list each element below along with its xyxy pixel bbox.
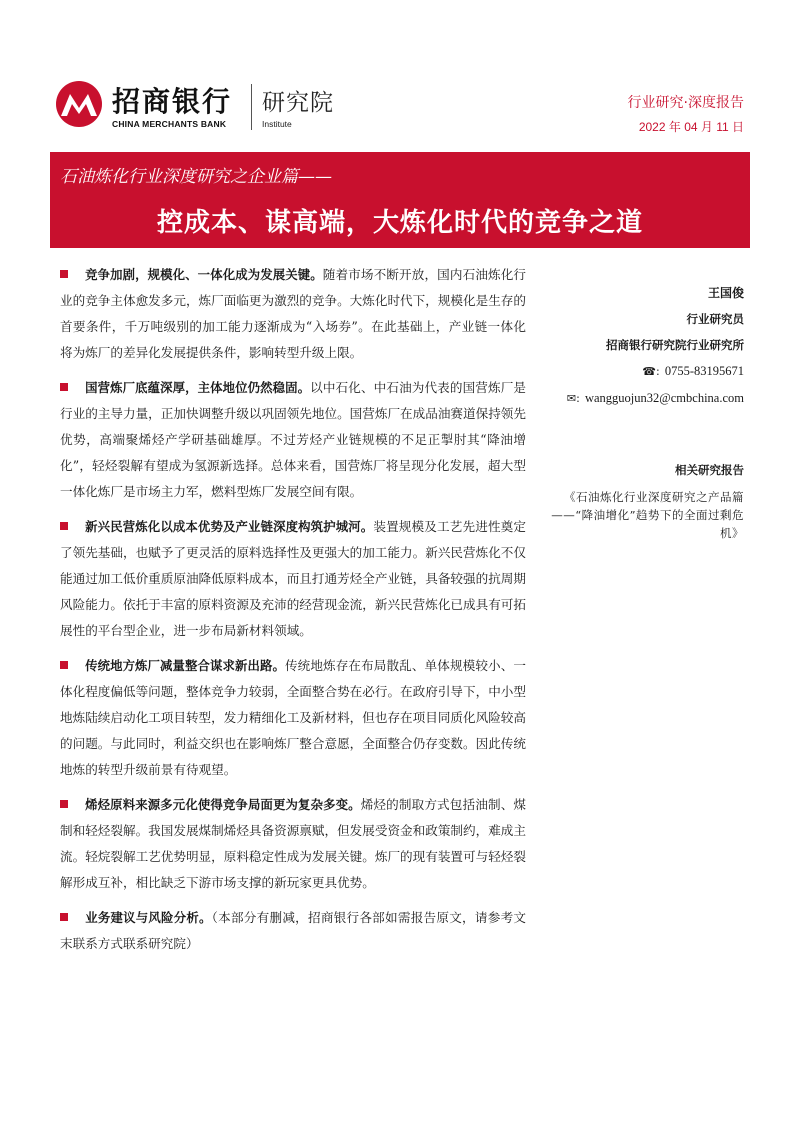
bullet-text: 装置规模及工艺先进性奠定了领先基础，也赋予了更灵活的原料选择性及更强大的加工能力。新兴民营炼化不仅能通过加工低价重质原油降低原料成本，而且打通芳烃全产业链，具备较强的抗周期风险能力。依托于丰富的原料资源及充沛的经营现金流，新兴民营炼化已成具有可拓展性的平台型企业，进一步布局新材料领域。 [60,519,527,638]
summary-bullet [60,514,526,644]
summary-bullet [60,792,526,896]
report-date: 2022 年 04 月 11 日 [638,120,744,134]
brand-divider [251,84,252,130]
related-report-item[interactable]: 《石油炼化行业深度研究之产品篇——“降油增化”趋势下的全面过剩危机》 [551,490,744,540]
analyst-email [534,385,744,412]
summary-bullet [60,905,526,957]
institute-name: 研究院 [262,90,334,116]
bullet-square-icon [60,522,68,530]
bullet-text: （本部分有删减，招商银行各部如需报告原文，请参考文末联系方式联系研究院） [60,910,526,951]
cmb-logo-icon [55,80,103,128]
bullet-lead: 竞争加剧，规模化、一体化成为发展关键。 [85,267,323,282]
report-subtitle: 石油炼化行业深度研究之企业篇—— [60,167,332,187]
email-address[interactable]: wangguojun32@cmbchina.com [584,391,744,405]
brand-name-en: CHINA MERCHANTS BANK [112,119,227,129]
bullet-text: 以中石化、中石油为代表的国营炼厂是行业的主导力量，正加快调整升级以巩固领先地位。国营炼厂在成品油赛道保持领先优势，高端聚烯烃产学研基础雄厚。不过芳烃产业链规模的不足正掣肘其“降油增化”，轻烃裂解有望成为氢源新选择。总体来看，国营炼厂将呈现分化发展，超大型一体化炼厂是市场主力军，燃料型炼厂发展空间有限。 [60,380,527,499]
report-title: 控成本、谋高端，大炼化时代的竞争之道 [156,208,643,238]
phone-number: 0755-83195671 [664,364,744,378]
analyst-role: 行业研究员 [686,312,744,326]
summary-bullet [60,375,526,505]
analyst-org: 招商银行研究院行业研究所 [606,338,744,352]
bullet-lead: 国营炼厂底蕴深厚，主体地位仍然稳固。 [85,380,311,395]
phone-icon: ☎: [642,365,660,378]
bullet-text: 烯烃的制取方式包括油制、煤制和轻烃裂解。我国发展煤制烯烃具备资源禀赋，但发展受资金和政策制约，难成主流。轻烷裂解工艺优势明显，原料稳定性成为发展关键。炼厂的现有装置可与轻烃裂解形成互补，相比缺乏下游市场支撑的新玩家更具优势。 [60,797,527,890]
mail-icon: ✉: [566,392,580,405]
bullet-square-icon [60,661,68,669]
analyst-phone [534,358,744,385]
institute-name-en: Institute [262,119,292,129]
sidebar [534,280,744,542]
analyst-name: 王国俊 [707,286,744,300]
report-header [0,0,800,150]
bullet-square-icon [60,913,68,921]
bullet-lead: 烯烃原料来源多元化使得竞争局面更为复杂多变。 [85,797,361,812]
related-reports-title: 相关研究报告 [675,463,744,477]
bullet-text: 随着市场不断开放，国内石油炼化行业的竞争主体愈发多元，炼厂面临更为激烈的竞争。大炼化时代下，规模化是生存的首要条件，千万吨级别的加工能力逐渐成为“入场券”。在此基础上，产业链一体化将为炼厂的差异化发展提供条件，影响转型升级上限。 [60,267,527,360]
bullet-lead: 传统地方炼厂减量整合谋求新出路。 [85,658,285,673]
title-banner [50,152,750,248]
report-type: 行业研究·深度报告 [627,95,744,111]
bullet-square-icon [60,800,68,808]
bullet-square-icon [60,270,68,278]
summary-section [60,262,526,966]
summary-bullet [60,262,526,366]
bullet-square-icon [60,383,68,391]
bullet-lead: 新兴民营炼化以成本优势及产业链深度构筑护城河。 [85,519,374,534]
summary-bullet [60,653,526,783]
brand-name: 招商银行 [112,85,233,118]
bullet-lead: 业务建议与风险分析。 [85,910,212,925]
bullet-text: 传统地炼存在布局散乱、单体规模较小、一体化程度偏低等问题，整体竞争力较弱，全面整合势在必行。在政府引导下，中小型地炼陆续启动化工项目转型，发力精细化工及新材料，但也存在项目同质化风险较高的问题。与此同时，利益交织也在影响炼厂整合意愿，全面整合仍存变数。因此传统地炼的转型升级前景有待观望。 [60,658,527,777]
